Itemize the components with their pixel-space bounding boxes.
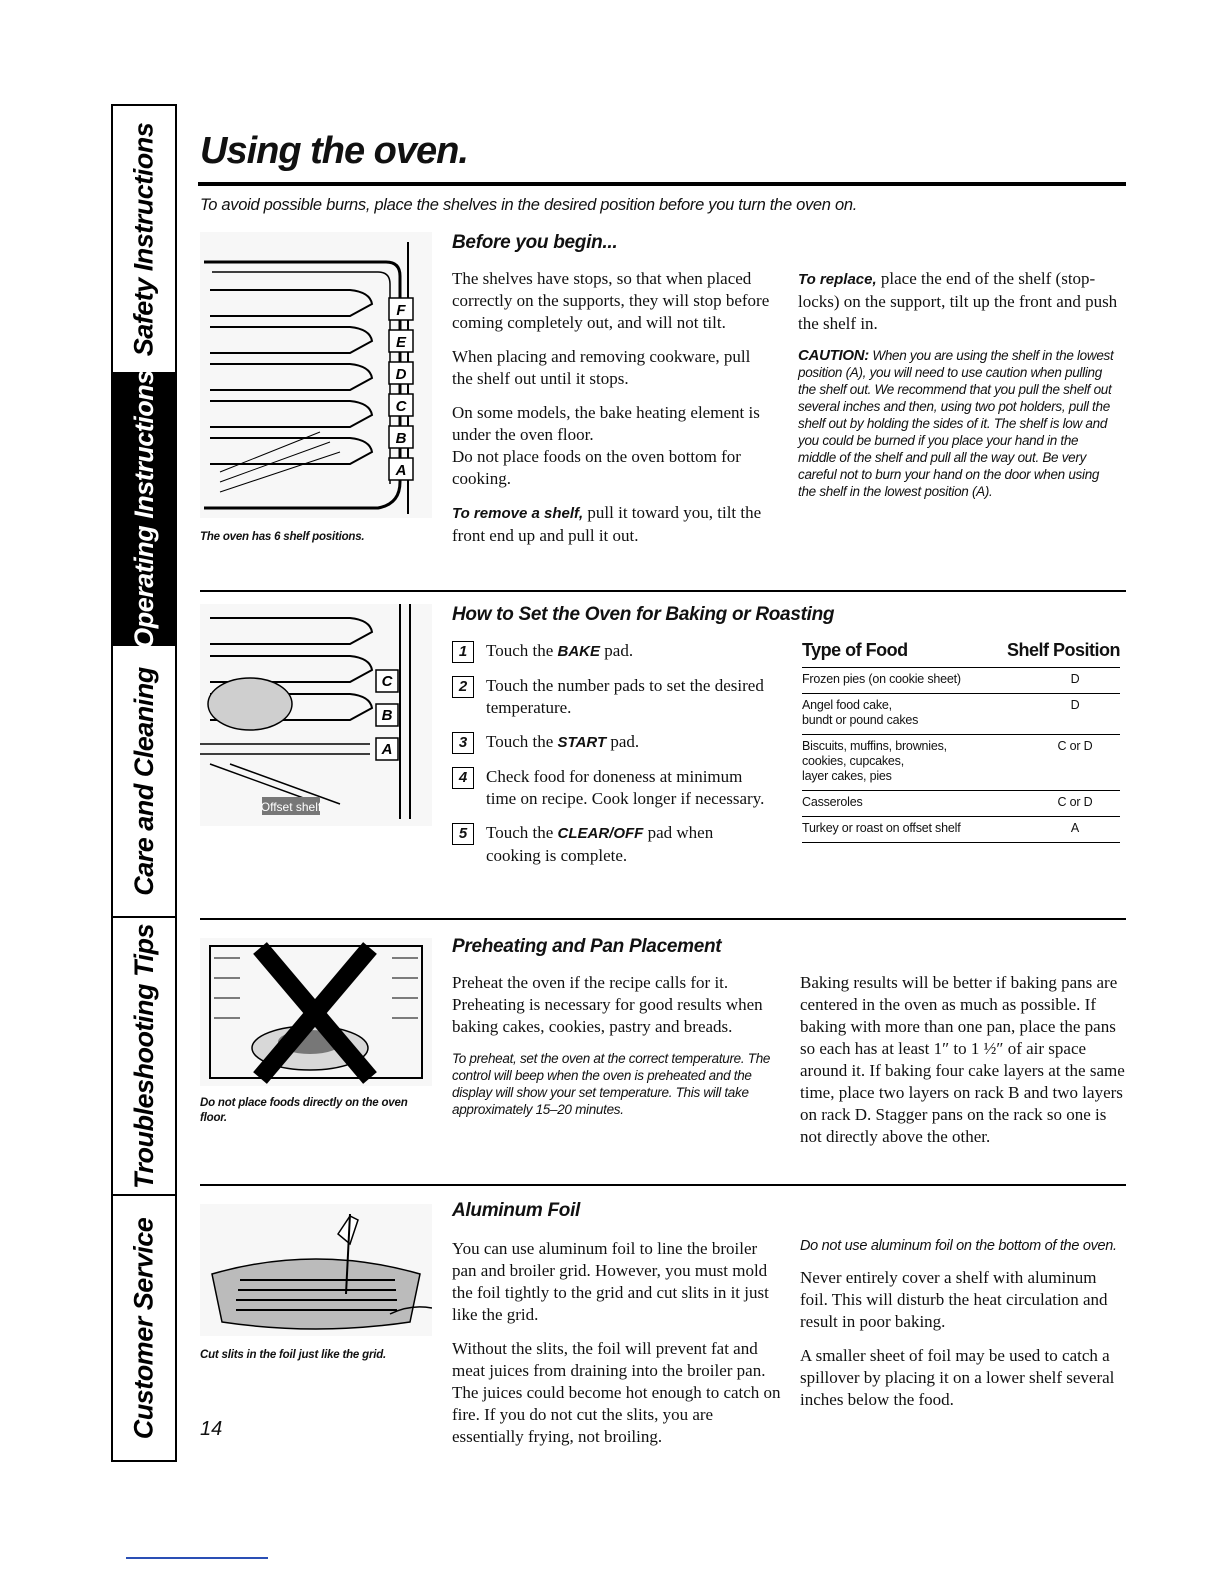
before-left-column [452,268,772,559]
footer-divider [126,1557,268,1559]
shelf-position-labels [385,296,429,488]
table-row [802,817,1120,843]
position-cell: D [1070,698,1080,712]
tab-care-and-cleaning[interactable] [113,646,175,918]
step-number: 1 [452,641,474,663]
step-1 [452,640,772,663]
column-header-position: Shelf Position [1006,640,1120,660]
step-text [486,731,772,754]
step-number: 4 [452,767,474,789]
shelf-letter-a: A [395,462,407,479]
shelf-letter-d: D [395,366,407,383]
offset-shelf-illustration [200,604,432,826]
table-row [802,668,1120,694]
before-right-column [798,268,1118,512]
step-3 [452,731,772,754]
step-text: Touch the number pads to set the desired temperature. [486,676,764,717]
no-foods-on-floor-illustration [200,938,432,1086]
placing-cookware-paragraph: When placing and removing cookware, pull the shelf out until it stops. [452,347,751,388]
step-text-post: pad. [600,641,634,660]
step-text [486,640,772,663]
foil-left-column [452,1238,782,1460]
page-title: Using the oven. [200,130,468,172]
foil-right-column [800,1238,1120,1423]
step-number: 3 [452,732,474,754]
section-divider [200,590,1126,592]
baking-heading: How to Set the Oven for Baking or Roasting [452,604,835,625]
shelf-letter-c: C [381,673,393,690]
shelf-letter-e: E [395,334,407,351]
preheat-note: To preheat, set the oven at the correct temperature. The control will beep when the oven is preheated and the display will show your set temperature. This will take approximately 15–20 minutes. [452,1051,771,1117]
preheat-paragraph: Preheat the oven if the recipe calls for it. Preheating is necessary for good results when baking cakes, cookies, pastry and breads. [452,973,763,1036]
table-row [802,694,1120,735]
title-divider [198,182,1126,186]
bake-element-paragraph: On some models, the bake heating element is under the oven floor. [452,403,760,444]
shelf-letter-b: B [381,707,393,724]
caution-paragraph [798,347,1118,500]
step-text-pre: Touch the [486,823,558,842]
foil-spillover-paragraph: A smaller sheet of foil may be used to catch a spillover by placing it on a lower shelf several inches below the food. [800,1346,1115,1409]
baking-steps [452,640,772,879]
shelf-letter-f: F [396,302,406,319]
offset-shelf-label: Offset shelf [260,800,322,814]
caution-text: When you are using the shelf in the lowest position (A), you will need to use caution when pulling the shelf out. We recommend that you pull the shelf out several inches and then, using two pot holders, pull the shelf out by holding the sides of it. The shelf is low and you could be burned if you place your hand in the middle of the shelf and pull all the way out. Be very careful not to burn your hand on the door when using the shelf in the lowest position (A). [798,348,1114,499]
position-cell: A [1070,821,1080,835]
tab-troubleshooting-tips[interactable] [113,918,175,1196]
step-number: 5 [452,823,474,845]
shelf-stops-paragraph: The shelves have stops, so that when placed correctly on the supports, they will stop before coming completely out, and will not tilt. [452,269,770,332]
step-2 [452,675,772,719]
table-header [802,640,1120,668]
replace-shelf-paragraph [798,268,1118,335]
remove-shelf-paragraph [452,502,772,547]
foil-cover-paragraph: Never entirely cover a shelf with aluminum foil. This will disturb the heat circulation and result in poor baking. [800,1268,1108,1331]
no-floor-caption: Do not place foods directly on the oven floor. [200,1097,408,1124]
aluminum-foil-heading: Aluminum Foil [452,1200,581,1221]
food-cell: Angel food cake, bundt or pound cakes [802,698,919,727]
position-cell: C or D [1057,795,1093,809]
step-text: Check food for doneness at minimum time on recipe. Cook longer if necessary. [486,767,765,808]
start-key-label: START [557,734,607,751]
step-4 [452,766,772,810]
food-cell: Biscuits, muffins, brownies, cookies, cupcakes, layer cakes, pies [802,739,947,783]
replace-shelf-text: place the end of the shelf (stop-locks) on the support, tilt up the front and push the shelf in. [798,269,1118,333]
foil-slits-paragraph: Without the slits, the foil will prevent fat and meat juices from draining into the broiler pan. The juices could become hot enough to catch on fire. If you do not cut the slits, you are essentially frying, not broiling. [452,1339,781,1446]
foil-caption: Cut slits in the foil just like the grid. [200,1349,387,1361]
step-text [486,822,772,867]
table-row [802,791,1120,817]
tab-label: Troubleshooting Tips [128,923,159,1189]
tab-label: Customer Service [128,1217,159,1439]
tab-safety-instructions[interactable] [113,106,175,374]
food-cell: Turkey or roast on offset shelf [802,821,961,835]
shelf-letter-b: B [395,430,407,447]
step-number: 2 [452,676,474,698]
preheating-heading: Preheating and Pan Placement [452,936,722,957]
tab-label: Safety Instructions [128,122,159,356]
step-text-pre: Touch the [486,732,558,751]
before-you-begin-heading: Before you begin... [452,232,618,253]
step-text-pre: Touch the [486,641,558,660]
oven-bottom-paragraph: Do not place foods on the oven bottom for cooking. [452,447,741,488]
position-cell: D [1070,672,1080,686]
remove-shelf-label: To remove a shelf, [452,505,584,522]
shelf-position-table [802,640,1120,843]
step-text-post: pad. [606,732,640,751]
preheat-left-column [452,972,782,1130]
step-text-post: pad when cooking is complete. [486,823,714,865]
section-divider [200,1184,1126,1186]
clear-off-key-label: CLEAR/OFF [557,825,644,842]
preheat-right-column [800,972,1126,1160]
replace-shelf-label: To replace, [798,271,877,288]
bake-key-label: BAKE [557,643,601,660]
intro-warning: To avoid possible burns, place the shelves in the desired position before you turn the oven on. [200,196,858,214]
broiler-grid-foil-illustration [200,1204,432,1336]
position-cell: C or D [1057,739,1093,753]
page-number: 14 [200,1418,223,1440]
caution-label: CAUTION: [798,347,869,364]
foil-bottom-note: Do not use aluminum foil on the bottom of the oven. [800,1238,1117,1254]
food-cell: Casseroles [802,795,863,809]
shelf-positions-caption: The oven has 6 shelf positions. [200,531,365,543]
tab-label: Operating Instructions [128,369,159,649]
foil-line-paragraph: You can use aluminum foil to line the broiler pan and broiler grid. However, you must mold the foil tightly to the grid and cut slits in it just like the grid. [452,1239,769,1324]
section-divider [200,918,1126,920]
section-sidebar [111,104,177,1462]
shelf-letter-c: C [395,398,407,415]
shelf-letter-a: A [381,741,393,758]
tab-customer-service[interactable] [113,1196,175,1460]
food-cell: Frozen pies (on cookie sheet) [802,672,961,686]
pan-placement-paragraph: Baking results will be better if baking pans are centered in the oven as much as possible. If baking with more than one pan, place the pans so each has at least 1″ to 1 ½″ of air space around it. If baking four cake layers at the same time, place two layers on rack B and two layers on rack D. Stagger pans on the rack so one is not directly above the other. [800,973,1125,1146]
step-5 [452,822,772,867]
tab-operating-instructions[interactable] [113,369,175,649]
tab-label: Care and Cleaning [128,666,159,896]
column-header-food: Type of Food [802,640,908,660]
table-row [802,735,1120,791]
remove-shelf-text: pull it toward you, tilt the front end up and pull it out. [452,503,762,545]
